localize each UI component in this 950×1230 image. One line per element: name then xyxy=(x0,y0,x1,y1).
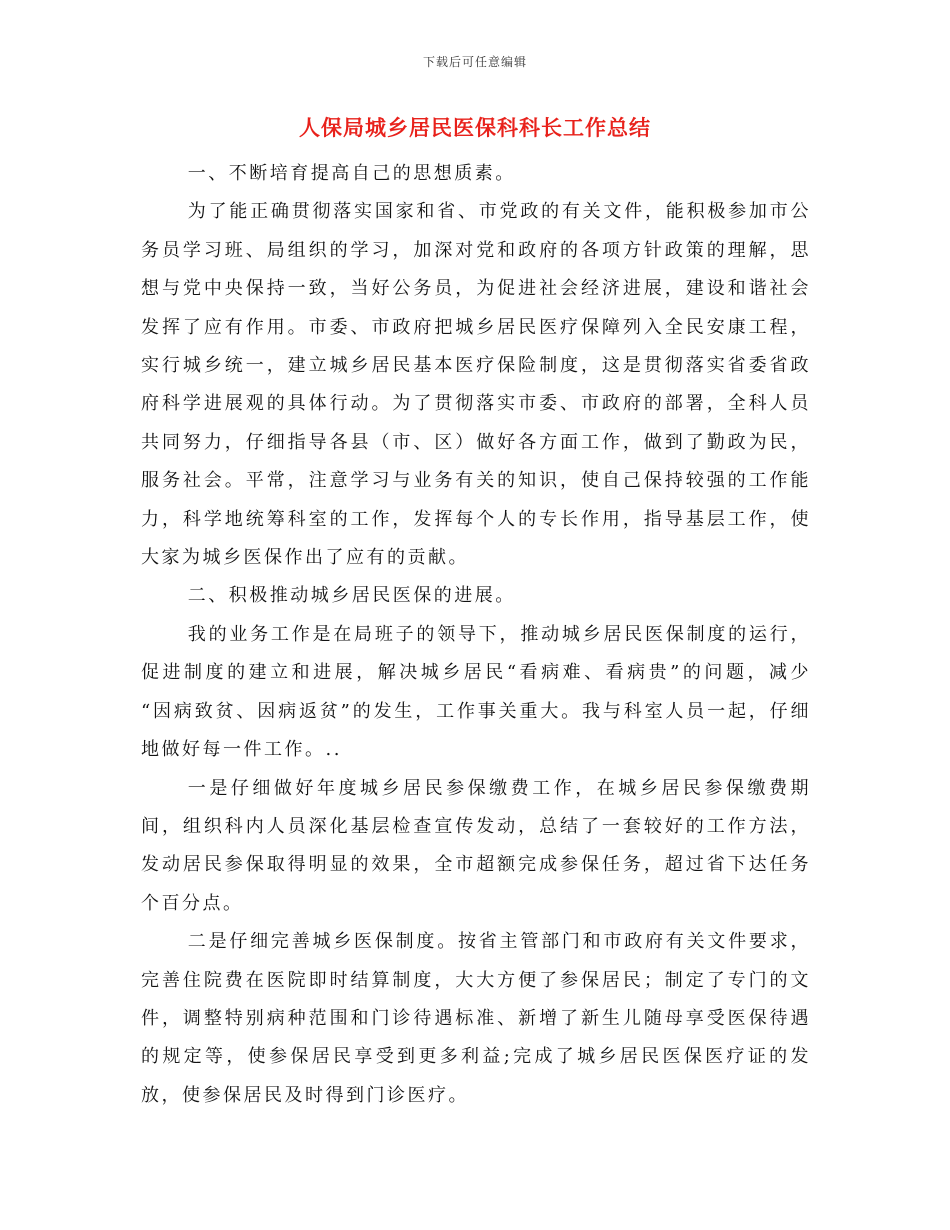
header-note: 下载后可任意编辑 xyxy=(422,55,527,69)
body-paragraph: 我的业务工作是在局班子的领导下，推动城乡居民医保制度的运行，促进制度的建立和进展，解决城乡居民“看病难、看病贵”的问题，减少 “因病致贫、因病返贫”的发生，工作事关重大。我与科室人员一起，仔细地做好每一件工作。.. xyxy=(141,623,811,761)
section-heading-2: 二、积极推动城乡居民医保的进展。 xyxy=(187,585,516,607)
document-body xyxy=(141,155,811,1115)
document-title: 人保局城乡居民医保科科长工作总结 xyxy=(299,115,651,140)
body-paragraph: 为了能正确贯彻落实国家和省、市党政的有关文件，能积极参加市公务员学习班、局组织的学习，加深对党和政府的各项方针政策的理解，思想与党中央保持一致，当好公务员，为促进社会经济进展，建设和谐社会发挥了应有作用。市委、市政府把城乡居民医疗保障列入全民安康工程，实行城乡统一，建立城乡居民基本医疗保险制度，这是贯彻落实省委省政府科学进展观的具体行动。为了贯彻落实市委、市政府的部署，全科人员共同努力，仔细指导各县（市、区）做好各方面工作，做到了勤政为民，服务社会。平常，注意学习与业务有关的知识，使自己保持较强的工作能力，科学地统筹科室的工作，发挥每个人的专长作用，指导基层工作，使大家为城乡医保作出了应有的贡献。 xyxy=(141,201,811,569)
body-paragraph: 一是仔细做好年度城乡居民参保缴费工作，在城乡居民参保缴费期间，组织科内人员深化基层检查宣传发动，总结了一套较好的工作方法，发动居民参保取得明显的效果，全市超额完成参保任务，超过省下达任务个百分点。 xyxy=(141,777,811,914)
section-heading-1: 一、不断培育提高自己的思想质素。 xyxy=(187,163,516,184)
body-paragraph: 二是仔细完善城乡医保制度。按省主管部门和市政府有关文件要求，完善住院费在医院即时结算制度，大大方便了参保居民；制定了专门的文件，调整特别病种范围和门诊待遇标准、新增了新生儿随母享受医保待遇的规定等，使参保居民享受到更多利益;完成了城乡居民医保医疗证的发放，使参保居民及时得到门诊医疗。 xyxy=(141,931,811,1106)
